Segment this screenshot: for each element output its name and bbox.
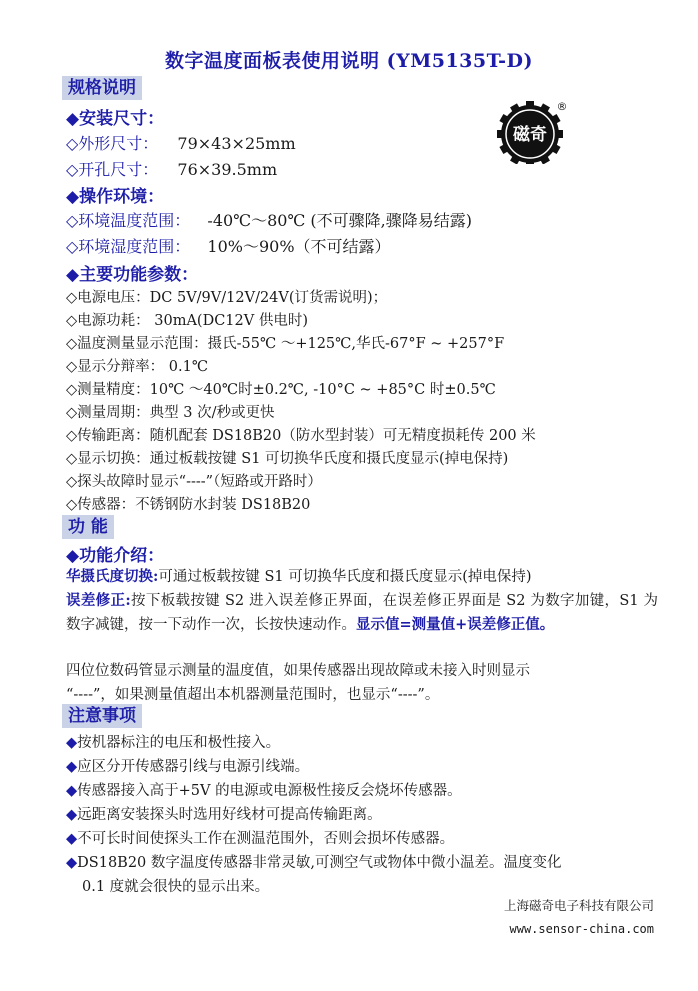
param-item: ◇电源电压：DC 5V/9V/12V/24V(订货需说明)； <box>66 290 388 306</box>
param-item: ◇测量精度：10℃ ～40℃时±0.2℃, -10°C ~ +85°C 时±0.5℃ <box>66 382 496 398</box>
env-temp-value: -40℃～80℃ (不可骤降,骤降易结露) <box>207 211 472 230</box>
spec-heading: 规格说明 <box>62 76 142 100</box>
diamond-bullet-icon: ◆ <box>66 783 78 799</box>
outer-size-value: 79×43×25mm <box>177 134 296 153</box>
note-item: ◆不可长时间使探头工作在测温范围外，否则会损坏传感器。 <box>66 831 455 847</box>
param-item: ◇测量周期：典型 3 次/秒或更快 <box>66 405 275 421</box>
note-item: ◆应区分开传感器引线与电源引线端。 <box>66 759 310 775</box>
note-item: ◆传感器接入高于+5V 的电源或电源极性接反会烧坏传感器。 <box>66 783 462 799</box>
note-item: ◆远距离安装探头时选用好线材可提高传输距离。 <box>66 807 382 823</box>
function-paragraph-display-line1: 四位位数码管显示测量的温度值，如果传感器出现故障或未接入时则显示 <box>66 663 530 679</box>
env-humidity-row <box>66 234 391 257</box>
function-heading: 功 能 <box>62 515 114 539</box>
hole-size-label: ◇开孔尺寸： <box>66 160 159 179</box>
diamond-bullet-icon: ◆ <box>66 831 78 847</box>
install-title: ◆安装尺寸： <box>66 109 165 129</box>
error-correction-text: 按下板载按键 S2 进入误差修正界面，在误差修正界面是 S2 为数字加键，S1 为数字减键，按一下动作一次，长按快速动作。 <box>66 593 658 633</box>
env-humidity-label: ◇环境湿度范围： <box>66 237 191 256</box>
outer-size-label: ◇外形尺寸： <box>66 134 159 153</box>
note-item: ◆DS18B20 数字温度传感器非常灵敏,可测空气或物体中微小温差。温度变化 <box>66 855 562 871</box>
env-temp-row <box>66 208 472 231</box>
diamond-bullet-icon: ◆ <box>66 735 78 751</box>
unit-switch-label: 华摄氏度切换: <box>66 568 159 585</box>
param-item: ◇电源功耗： 30mA(DC12V 供电时) <box>66 313 308 329</box>
function-paragraph-display-line2: “----”，如果测量值超出本机器测量范围时，也显示“----”。 <box>66 687 440 703</box>
env-humidity-value: 10%～90%（不可结露） <box>207 237 391 256</box>
company-name: 上海磁奇电子科技有限公司 <box>503 898 654 913</box>
param-item: ◇传感器：不锈钢防水封装 DS18B20 <box>66 497 311 513</box>
env-temp-label: ◇环境温度范围： <box>66 211 191 230</box>
function-paragraph-unit-switch <box>66 565 658 589</box>
hole-size-row <box>66 157 277 180</box>
display-formula: 显示值=测量值+误差修正值。 <box>356 616 555 633</box>
function-intro-title: ◆功能介绍： <box>66 546 165 566</box>
diamond-bullet-icon: ◆ <box>66 759 78 775</box>
note-item: ◆按机器标注的电压和极性接入。 <box>66 735 281 751</box>
param-item: ◇显示分辩率： 0.1℃ <box>66 359 209 375</box>
logo-text: 磁奇 <box>513 125 547 145</box>
param-item: ◇温度测量显示范围：摄氏-55℃ ～+125℃,华氏-67°F ~ +257°F <box>66 336 505 352</box>
param-item: ◇探头故障时显示“----”（短路或开路时） <box>66 474 322 490</box>
error-correction-label: 误差修正: <box>66 592 131 609</box>
company-website: www.sensor-china.com <box>509 922 654 936</box>
registered-mark: ® <box>556 100 568 113</box>
function-paragraph-error-correction <box>66 589 658 637</box>
outer-size-row <box>66 131 296 154</box>
note-item-continuation: 0.1 度就会很快的显示出来。 <box>82 879 270 895</box>
hole-size-value: 76×39.5mm <box>177 160 278 179</box>
page-title: 数字温度面板表使用说明 (YM5135T-D) <box>165 50 533 72</box>
param-item: ◇传输距离：随机配套 DS18B20（防水型封装）可无精度损耗传 200 米 <box>66 428 536 444</box>
env-title: ◆操作环境： <box>66 187 165 207</box>
diamond-bullet-icon: ◆ <box>66 807 78 823</box>
param-item: ◇显示切换：通过板载按键 S1 可切换华氏度和摄氏度显示(掉电保持) <box>66 451 509 467</box>
diamond-bullet-icon: ◆ <box>66 855 78 871</box>
notes-heading: 注意事项 <box>62 704 142 728</box>
params-title: ◆主要功能参数： <box>66 265 199 285</box>
company-logo <box>496 98 572 164</box>
unit-switch-text: 可通过板载按键 S1 可切换华氏度和摄氏度显示(掉电保持) <box>158 569 532 585</box>
